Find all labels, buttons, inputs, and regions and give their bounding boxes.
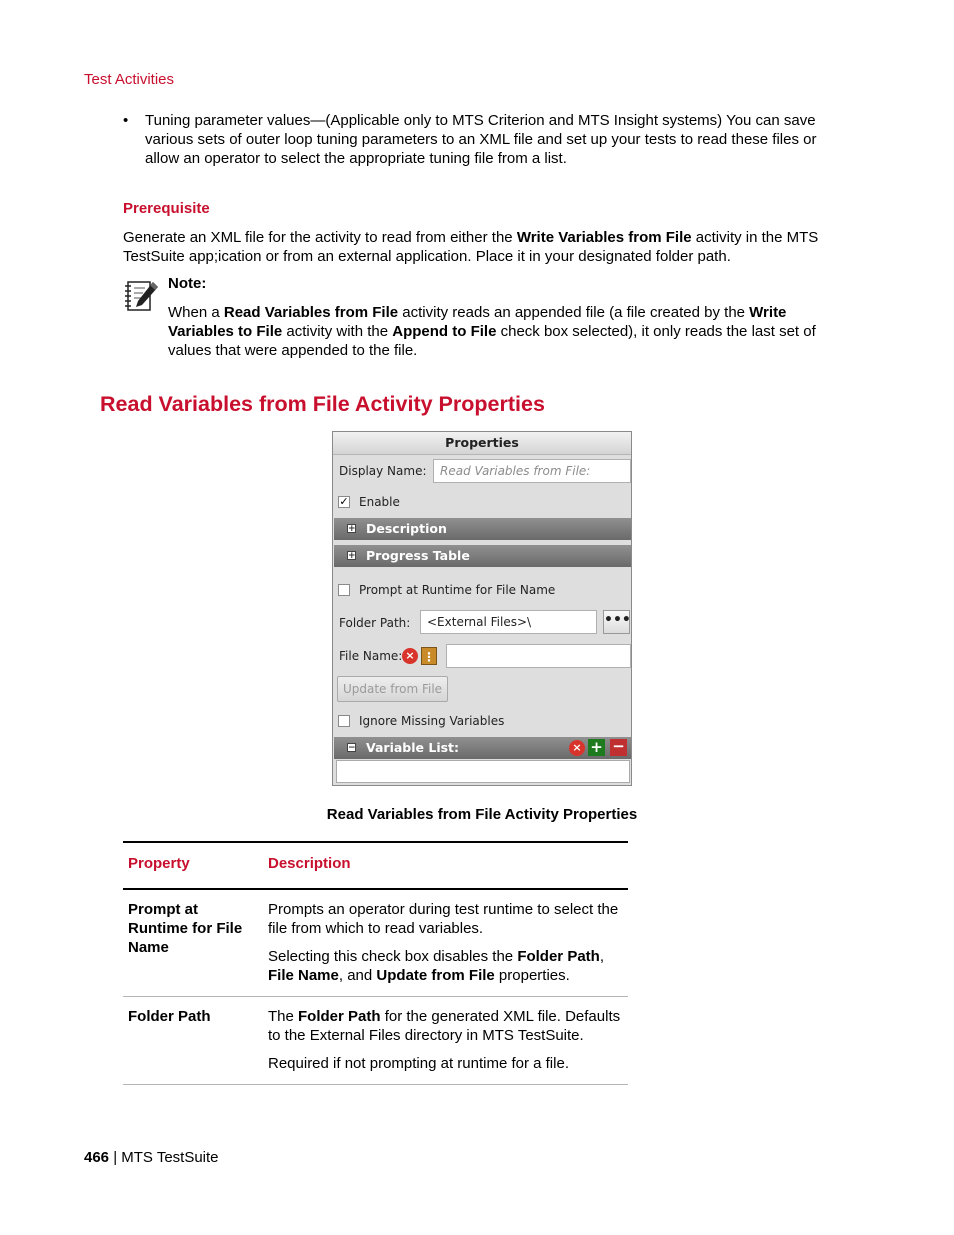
table-header-rule [123, 888, 628, 890]
desc-bold: Folder Path [517, 948, 600, 965]
prompt-runtime-checkbox[interactable] [338, 584, 350, 596]
expand-icon: + [348, 551, 356, 561]
ignore-missing-checkbox[interactable] [338, 715, 350, 727]
prompt-runtime-label: Prompt at Runtime for File Name [359, 583, 556, 597]
error-icon: × [402, 648, 418, 664]
desc-text: for the generated XML file. Defaults to the External Files directory in MTS TestSuite. [268, 1008, 621, 1044]
bullet-item [123, 111, 853, 168]
bullet-text: Tuning parameter values—(Applicable only to MTS Criterion and MTS Insight systems) You can save various sets of outer loop tuning parameters to an XML file and set up your tests to read these files or allow an operator to select the appropriate tuning file from a list. [145, 112, 817, 167]
note-bold-3: Append to File [392, 323, 497, 340]
running-head: Test Activities [84, 71, 175, 88]
desc-bold: File Name [268, 967, 339, 984]
figure-caption: Read Variables from File Activity Properties [326, 806, 638, 823]
table-row-property: Prompt at Runtime for File Name [128, 901, 243, 956]
footer-separator: | [109, 1149, 122, 1166]
section-heading: Read Variables from File Activity Properties [100, 392, 545, 416]
note-text-3: activity with the [282, 323, 393, 340]
note-text-1: When a [168, 304, 224, 321]
display-name-input[interactable]: Read Variables from File: [433, 459, 631, 483]
enable-label: Enable [359, 495, 400, 509]
properties-panel [332, 431, 632, 786]
desc-text: , and [338, 967, 377, 984]
file-name-input[interactable] [446, 644, 631, 668]
variable-list-area[interactable] [336, 760, 630, 783]
desc-text: properties. [494, 967, 570, 984]
desc-text: The [268, 1008, 299, 1025]
prerequisite-paragraph [123, 228, 853, 266]
note-bold-1: Read Variables from File [223, 304, 399, 321]
bullet-marker: • [123, 112, 129, 129]
progress-table-bar[interactable] [334, 545, 632, 567]
desc-text: Selecting this check box disables the [268, 948, 518, 965]
prereq-text-2: activity in the MTS TestSuite app;ication or from an external application. Place it in your designated folder path. [123, 229, 819, 265]
table-row-description: Required if not prompting at runtime for a file. [268, 1055, 569, 1072]
table-row-property: Folder Path [128, 1008, 211, 1025]
variable-picker-icon[interactable]: ⋮ [421, 647, 437, 665]
collapse-icon: − [348, 743, 356, 753]
prereq-bold-1: Write Variables from File [516, 229, 692, 246]
column-header-description: Description [268, 855, 351, 872]
folder-path-label: Folder Path: [339, 616, 411, 630]
note-pencil-icon [123, 278, 161, 314]
footer-title: MTS TestSuite [121, 1149, 219, 1166]
description-bar-label: Description [366, 521, 447, 536]
prereq-text-1: Generate an XML file for the activity to read from either the [123, 229, 517, 246]
ignore-missing-label: Ignore Missing Variables [359, 714, 505, 728]
table-bottom-rule [123, 1084, 628, 1085]
note-title: Note: [168, 275, 207, 292]
page-footer [84, 1149, 219, 1166]
column-header-property: Property [128, 855, 190, 872]
desc-bold: Folder Path [298, 1008, 381, 1025]
description-bar[interactable] [334, 518, 632, 540]
desc-text: , [599, 948, 604, 965]
table-row-description [268, 1007, 628, 1045]
variable-list-bar[interactable] [334, 737, 632, 759]
browse-button[interactable]: ••• [603, 610, 630, 634]
table-top-rule [123, 841, 628, 843]
error-icon: × [569, 740, 585, 756]
note-text-2: activity reads an appended file (a file created by the [398, 304, 750, 321]
add-variable-icon[interactable]: + [588, 739, 605, 756]
remove-variable-icon[interactable]: − [610, 739, 627, 756]
table-row-description: Prompts an operator during test runtime to select the file from which to read variables. [268, 901, 619, 937]
note-text-4: check box selected), it only reads the last set of values that were appended to the file. [168, 323, 816, 359]
progress-bar-label: Progress Table [366, 548, 470, 563]
expand-icon: + [348, 524, 356, 534]
display-name-label: Display Name: [339, 464, 427, 478]
update-from-file-button[interactable]: Update from File [337, 676, 448, 702]
page-number: 466 [84, 1149, 110, 1166]
note-body [168, 303, 853, 360]
table-row-rule [123, 996, 628, 997]
prerequisite-heading: Prerequisite [123, 200, 210, 217]
table-row-description [268, 947, 628, 985]
file-name-label: File Name: [339, 649, 403, 663]
desc-bold: Update from File [376, 967, 495, 984]
folder-path-input[interactable]: <External Files>\ [420, 610, 597, 634]
enable-checkbox[interactable]: ✓ [339, 495, 349, 508]
variable-list-label: Variable List: [366, 740, 460, 755]
note-bold-2: Write Variables to File [168, 304, 787, 340]
panel-title: Properties [333, 432, 631, 455]
